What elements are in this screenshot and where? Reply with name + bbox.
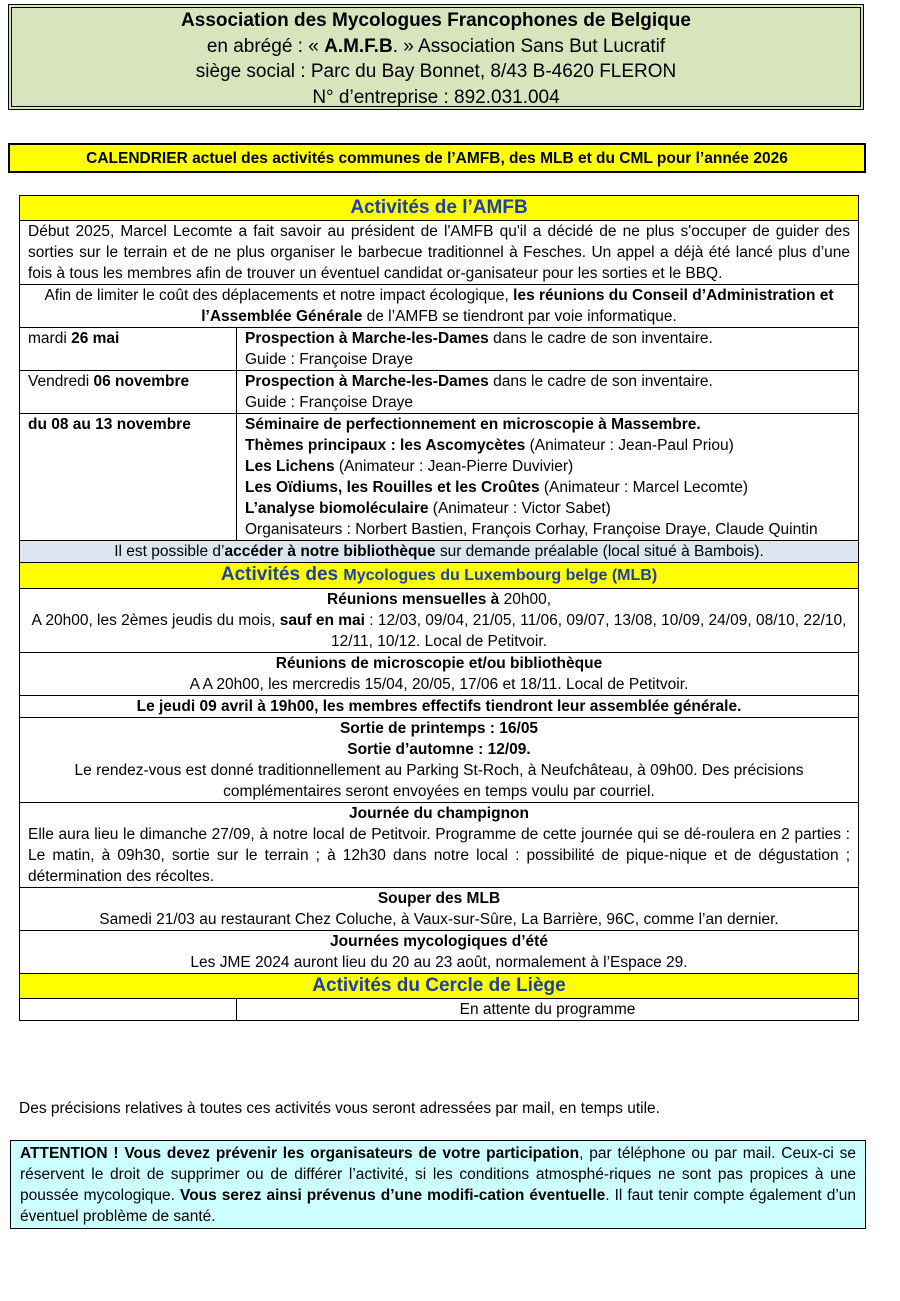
footer-note: Des précisions relatives à toutes ces activités vous seront adressées par mail, en temps utile. — [19, 1100, 660, 1117]
activities-table — [19, 195, 859, 1021]
amfb-intro: Début 2025, Marcel Lecomte a fait savoir au président de l'AMFB qu'il a décidé de ne plus s'occuper de guider des sorties sur le terrain et de ne plus organiser le barbecue traditionnel à Fesches. Un appel a déjà été lancé plus d’une fois à tous les membres afin de trouver un éventuel candidat or-ganisateur pour les sorties et le BBQ. — [20, 221, 859, 285]
mlb-outings: Sortie de printemps : 16/05 Sortie d’automne : 12/09. Le rendez-vous est donné traditionnellement au Parking St-Roch, à Neufchâteau, à 09h00. Des précisions complémentaires seront envoyées en temps voulu par courriel. — [20, 718, 859, 803]
section-title-amfb: Activités de l’AMFB — [20, 196, 859, 221]
association-header — [8, 4, 864, 110]
attention-box: ATTENTION ! Vous devez prévenir les organisateurs de votre participation, par téléphone ou par mail. Ceux-ci se réservent le droit de supprimer ou de différer l’activité, si les conditions atmosphé-riques ne sont pas propices à une poussée mycologique. Vous serez ainsi prévenus d’une modifi-cation éventuelle. Il faut tenir compte également d’un éventuel problème de santé. — [10, 1140, 866, 1229]
cml-empty-cell — [20, 999, 237, 1021]
seminar-details: Séminaire de perfectionnement en microscopie à Massembre. Thèmes principaux : les Ascomycètes (Animateur : Jean-Paul Priou) Les Lichens (Animateur : Jean-Pierre Duvivier) Les Oïdiums, les Rouilles et les Croûtes (Animateur : Marcel Lecomte) L’analyse biomoléculaire (Animateur : Victor Sabet) Organisateurs : Norbert Bastien, François Corhay, Françoise Draye, Claude Quintin — [237, 414, 859, 541]
table-row — [20, 414, 859, 541]
table-row — [20, 999, 859, 1021]
event-date: du 08 au 13 novembre — [20, 414, 237, 541]
section-title-mlb: Activités des Mycologues du Luxembourg belge (MLB) — [20, 563, 859, 589]
event-details: Prospection à Marche-les-Dames dans le cadre de son inventaire. Guide : Françoise Draye — [237, 328, 859, 371]
association-address: siège social : Parc du Bay Bonnet, 8/43 B-4620 FLERON — [195, 61, 677, 82]
mlb-dinner: Souper des MLB Samedi 21/03 au restaurant Chez Coluche, à Vaux-sur-Sûre, La Barrière, 96C, comme l’an dernier. — [20, 888, 859, 931]
mlb-microscopy-meetings: Réunions de microscopie et/ou bibliothèque A A 20h00, les mercredis 15/04, 20/05, 17/06 et 18/11. Local de Petitvoir. — [20, 653, 859, 696]
mlb-monthly-meetings: Réunions mensuelles à 20h00, A 20h00, les 2èmes jeudis du mois, sauf en mai : 12/03, 09/04, 21/05, 11/06, 09/07, 13/08, 10/09, 24/09, 08/10, 22/10, 12/11, 10/12. Local de Petitvoir. — [20, 589, 859, 653]
table-row — [20, 328, 859, 371]
section-title-cml: Activités du Cercle de Liège — [20, 974, 859, 999]
library-note: Il est possible d’accéder à notre bibliothèque sur demande préalable (local situé à Bambois). — [20, 541, 859, 563]
association-name: Association des Mycologues Francophones de Belgique — [181, 10, 691, 31]
event-date: Vendredi 06 novembre — [20, 371, 237, 414]
calendar-title: CALENDRIER actuel des activités communes de l’AMFB, des MLB et du CML pour l’année 2026 — [8, 143, 866, 173]
association-company-number: N° d’entreprise : 892.031.004 — [312, 86, 560, 108]
mlb-general-assembly: Le jeudi 09 avril à 19h00, les membres effectifs tiendront leur assemblée générale. — [20, 696, 859, 718]
mlb-mushroom-day: Journée du champignon Elle aura lieu le dimanche 27/09, à notre local de Petitvoir. Programme de cette journée qui se dé-roulera en 2 parties : Le matin, à 09h30, sortie sur le terrain ; à 12h30 dans notre local : possibilité de pique-nique et de dégustation ; détermination des récoltes. — [20, 803, 859, 888]
event-date: mardi 26 mai — [20, 328, 237, 371]
mlb-summer-days: Journées mycologiques d’été Les JME 2024 auront lieu du 20 au 23 août, normalement à l’Espace 29. — [20, 931, 859, 974]
cml-pending: En attente du programme — [237, 999, 859, 1021]
event-details: Prospection à Marche-les-Dames dans le cadre de son inventaire. Guide : Françoise Draye — [237, 371, 859, 414]
table-row — [20, 371, 859, 414]
association-short-name: en abrégé : « A.M.F.B. » Association Sans But Lucratif — [206, 35, 666, 57]
amfb-meeting-note: Afin de limiter le coût des déplacements et notre impact écologique, les réunions du Conseil d’Administration et l’Assemblée Générale de l’AMFB se tiendront par voie informatique. — [20, 285, 859, 328]
